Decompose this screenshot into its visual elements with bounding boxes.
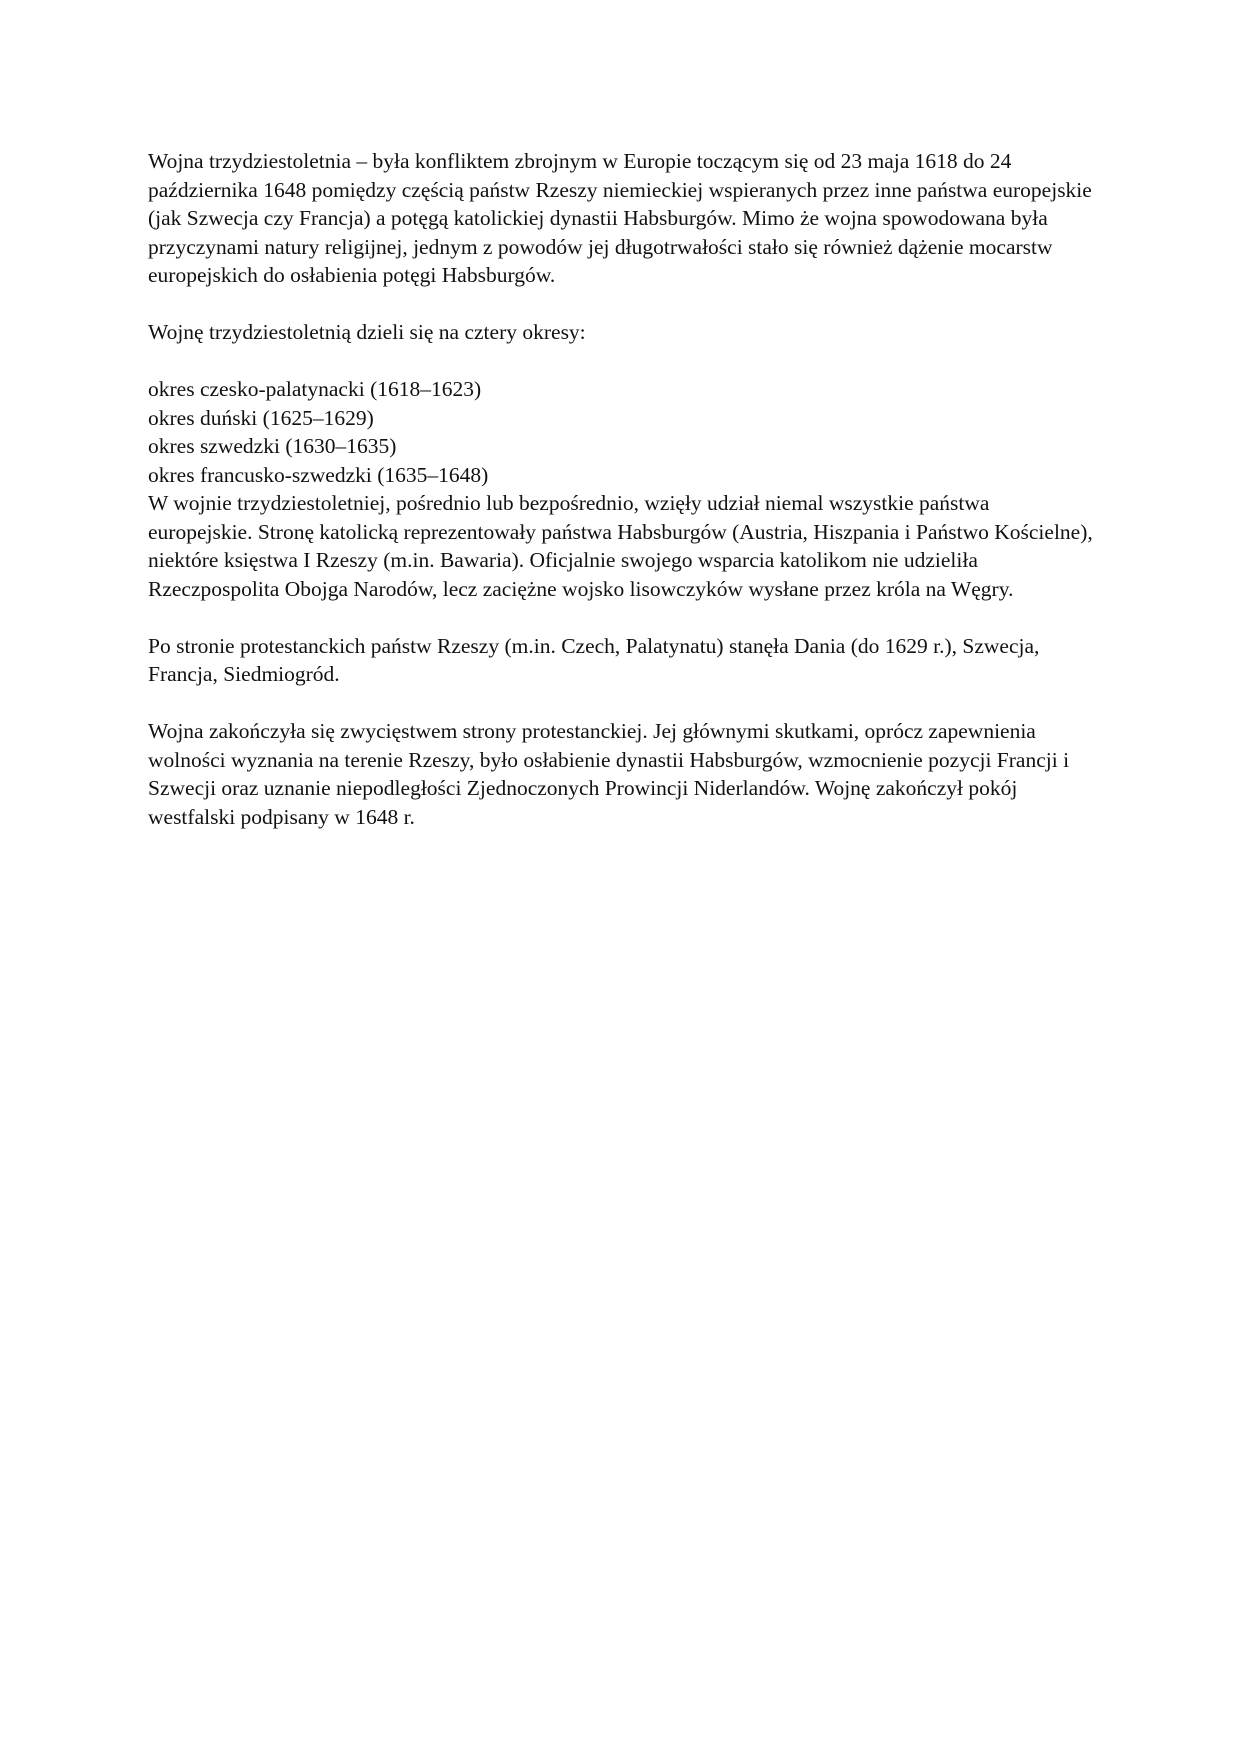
periods-intro-paragraph: Wojnę trzydziestoletnią dzieli się na cztery okresy: <box>148 320 586 344</box>
document-body <box>148 147 1098 831</box>
intro-paragraph: Wojna trzydziestoletnia – była konfliktem zbrojnym w Europie toczącym się od 23 maja 1618 do 24 października 1648 pomiędzy częścią państw Rzeszy niemieckiej wspieranych przez inne państwa europejskie (jak Szwecja czy Francja) a potęgą katolickiej dynastii Habsburgów. Mimo że wojna spowodowana była przyczynami natury religijnej, jednym z powodów jej długotrwałości stało się również dążenie mocarstw europejskich do osłabienia potęgi Habsburgów. <box>148 149 1092 287</box>
period-item: okres szwedzki (1630–1635) <box>148 434 397 458</box>
participants-paragraph: W wojnie trzydziestoletniej, pośrednio lub bezpośrednio, wzięły udział niemal wszystkie państwa europejskie. Stronę katolicką reprezentowały państwa Habsburgów (Austria, Hiszpania i Państwo Kościelne), niektóre księstwa I Rzeszy (m.in. Bawaria). Oficjalnie swojego wsparcia katolikom nie udzieliła Rzeczpospolita Obojga Narodów, lecz zaciężne wojsko lisowczyków wysłane przez króla na Węgry. <box>148 491 1093 601</box>
outcome-paragraph: Wojna zakończyła się zwycięstwem strony protestanckiej. Jej głównymi skutkami, oprócz zapewnienia wolności wyznania na terenie Rzeszy, było osłabienie dynastii Habsburgów, wzmocnienie pozycji Francji i Szwecji oraz uznanie niepodległości Zjednoczonych Prowincji Niderlandów. Wojnę zakończył pokój westfalski podpisany w 1648 r. <box>148 719 1070 829</box>
protestant-side-paragraph: Po stronie protestanckich państw Rzeszy (m.in. Czech, Palatynatu) stanęła Dania (do 1629 r.), Szwecja, Francja, Siedmiogród. <box>148 633 1040 686</box>
period-item: okres czesko-palatynacki (1618–1623) <box>148 377 482 401</box>
period-item: okres francusko-szwedzki (1635–1648) <box>148 462 489 487</box>
period-item: okres duński (1625–1629) <box>148 405 374 430</box>
periods-list <box>148 375 1098 489</box>
